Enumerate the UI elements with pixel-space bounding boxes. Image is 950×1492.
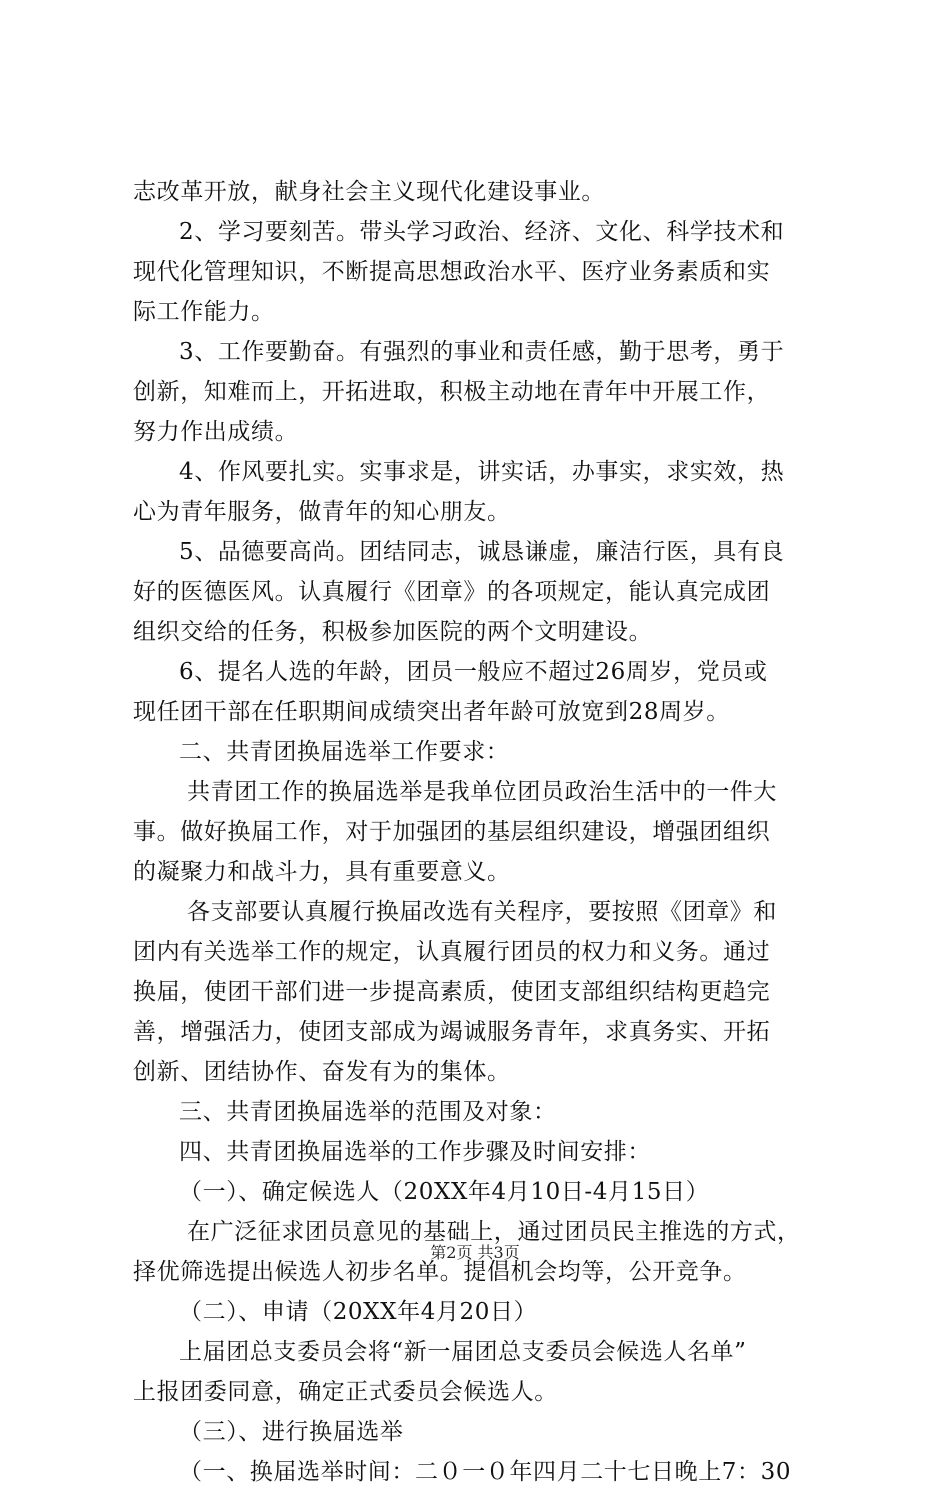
text-line: 共青团工作的换届选举是我单位团员政治生活中的一件大	[187, 779, 777, 805]
page-number: 第2页 共3页	[430, 1243, 520, 1262]
subsection-heading: （二）、申请（20XX年4月20日）	[179, 1299, 538, 1325]
text-line: 团内有关选举工作的规定，认真履行团员的权力和义务。通过	[133, 939, 771, 965]
subsection-heading: （一）、确定候选人（20XX年4月10日-4月15日）	[179, 1179, 710, 1205]
text-line: 择优筛选提出候选人初步名单。提倡机会均等，公开竞争。	[133, 1259, 747, 1285]
text-line: 善，增强活力，使团支部成为竭诚服务青年，求真务实、开拓	[133, 1019, 771, 1045]
text-line: 3、工作要勤奋。有强烈的事业和责任感，勤于思考，勇于	[179, 339, 785, 365]
text-line: 事。做好换届工作，对于加强团的基层组织建设，增强团组织	[133, 819, 771, 845]
document-body	[133, 172, 833, 1492]
section-heading: 二、共青团换届选举工作要求：	[179, 739, 510, 765]
subsection-heading: （三）、进行换届选举	[179, 1419, 404, 1445]
text-line: 2、学习要刻苦。带头学习政治、经济、文化、科学技术和	[179, 219, 785, 245]
text-line: 现代化管理知识，不断提高思想政治水平、医疗业务素质和实	[133, 259, 771, 285]
text-line: 创新，知难而上，开拓进取，积极主动地在青年中开展工作，	[133, 379, 771, 405]
text-line: 志改革开放，献身社会主义现代化建设事业。	[133, 179, 605, 205]
text-line: 的凝聚力和战斗力，具有重要意义。	[133, 859, 511, 885]
text-line: 在广泛征求团员意见的基础上，通过团员民主推选的方式，	[187, 1219, 801, 1245]
text-line: 各支部要认真履行换届改选有关程序，要按照《团章》和	[187, 899, 777, 925]
text-line: 5、品德要高尚。团结同志，诚恳谦虚，廉洁行医，具有良	[179, 539, 785, 565]
text-line: 6、提名人选的年龄，团员一般应不超过26周岁，党员或	[179, 659, 768, 685]
section-heading: 三、共青团换届选举的范围及对象：	[179, 1099, 557, 1125]
text-line: 换届，使团干部们进一步提高素质，使团支部组织结构更趋完	[133, 979, 771, 1005]
text-line: 好的医德医风。认真履行《团章》的各项规定，能认真完成团	[133, 579, 771, 605]
text-line: （一、换届选举时间：二０一０年四月二十七日晚上7：30	[179, 1459, 792, 1485]
text-line: 组织交给的任务，积极参加医院的两个文明建设。	[133, 619, 653, 645]
text-line: 上报团委同意，确定正式委员会候选人。	[133, 1379, 558, 1405]
text-line: 心为青年服务，做青年的知心朋友。	[133, 499, 511, 525]
text-line: 现任团干部在任职期间成绩突出者年龄可放宽到28周岁。	[133, 699, 730, 725]
text-line: 创新、团结协作、奋发有为的集体。	[133, 1059, 511, 1085]
text-line: 际工作能力。	[133, 299, 275, 325]
text-line: 4、作风要扎实。实事求是，讲实话，办事实，求实效，热	[179, 459, 785, 485]
text-line: 努力作出成绩。	[133, 419, 299, 445]
text-line: 上届团总支委员会将“新一届团总支委员会候选人名单”	[179, 1339, 747, 1365]
section-heading: 四、共青团换届选举的工作步骤及时间安排：	[179, 1139, 651, 1165]
page-footer	[0, 1243, 950, 1263]
